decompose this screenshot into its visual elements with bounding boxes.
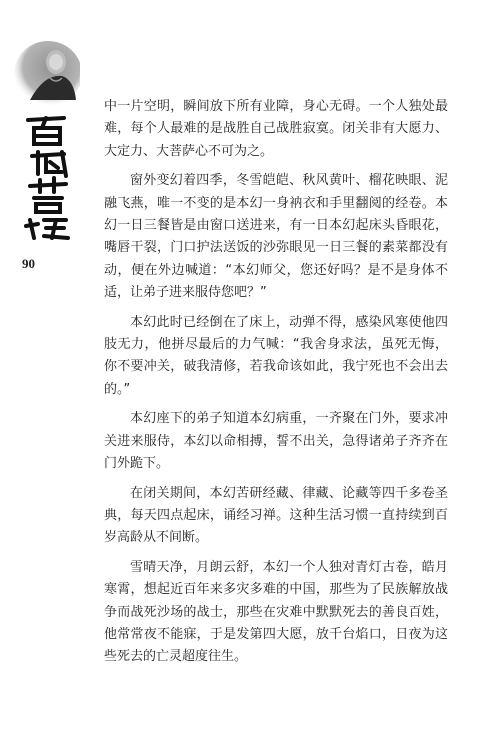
body-text [104,96,448,676]
calligraphy-title [20,112,80,242]
paragraph: 中一片空明，瞬间放下所有业障，身心无碍。一个人独处最难，每个人最难的是战胜自己战胜寂寞。闭关非有大愿力、大定力、大菩萨心不可为之。 [104,99,448,159]
page-number: 90 [22,256,35,271]
paragraph: 窗外变幻着四季，冬雪皑皑、秋风黄叶、榴花映眼、泥融飞燕，唯一不变的是本幻一身衲衣和手里翻阅的经卷。本幻一日三餐皆是由窗口送进来，有一日本幻起床头昏眼花，嘴唇干裂，门口护法送饭的沙弥眼见一日三餐的素菜都没有动，便在外边喊道：“本幻师父，您还好吗？是不是身体不适，让弟子进来服侍您吧？” [104,173,448,301]
paragraph: 雪晴天净，月朗云舒，本幻一个人独对青灯古卷，皓月寒霄，想起近百年来多灾多难的中国，那些为了民族解放战争而战死沙场的战士，那些在灾难中默默死去的善良百姓，他常常夜不能寐，于是发第四大愿，放千台焰口，日夜为这些死去的亡灵超度往生。 [104,559,448,665]
paragraph: 本幻此时已经倒在了床上，动弹不得，感染风寒使他四肢无力，他拼尽最后的力气喊：“我舍身求法，虽死无悔，你不要冲关，破我清修，若我命该如此，我宁死也不会出去的。” [104,314,448,397]
monk-portrait-icon [10,40,80,108]
paragraph: 在闭关期间，本幻苦研经藏、律藏、论藏等四千多卷圣典，每天四点起床，诵经习禅。这种生活习惯一直持续到百岁高龄从不间断。 [104,485,448,546]
paragraph: 本幻座下的弟子知道本幻病重，一齐聚在门外，要求冲关进来服侍，本幻以命相搏，誓不出关，急得诸弟子齐齐在门外跪下。 [104,411,448,472]
